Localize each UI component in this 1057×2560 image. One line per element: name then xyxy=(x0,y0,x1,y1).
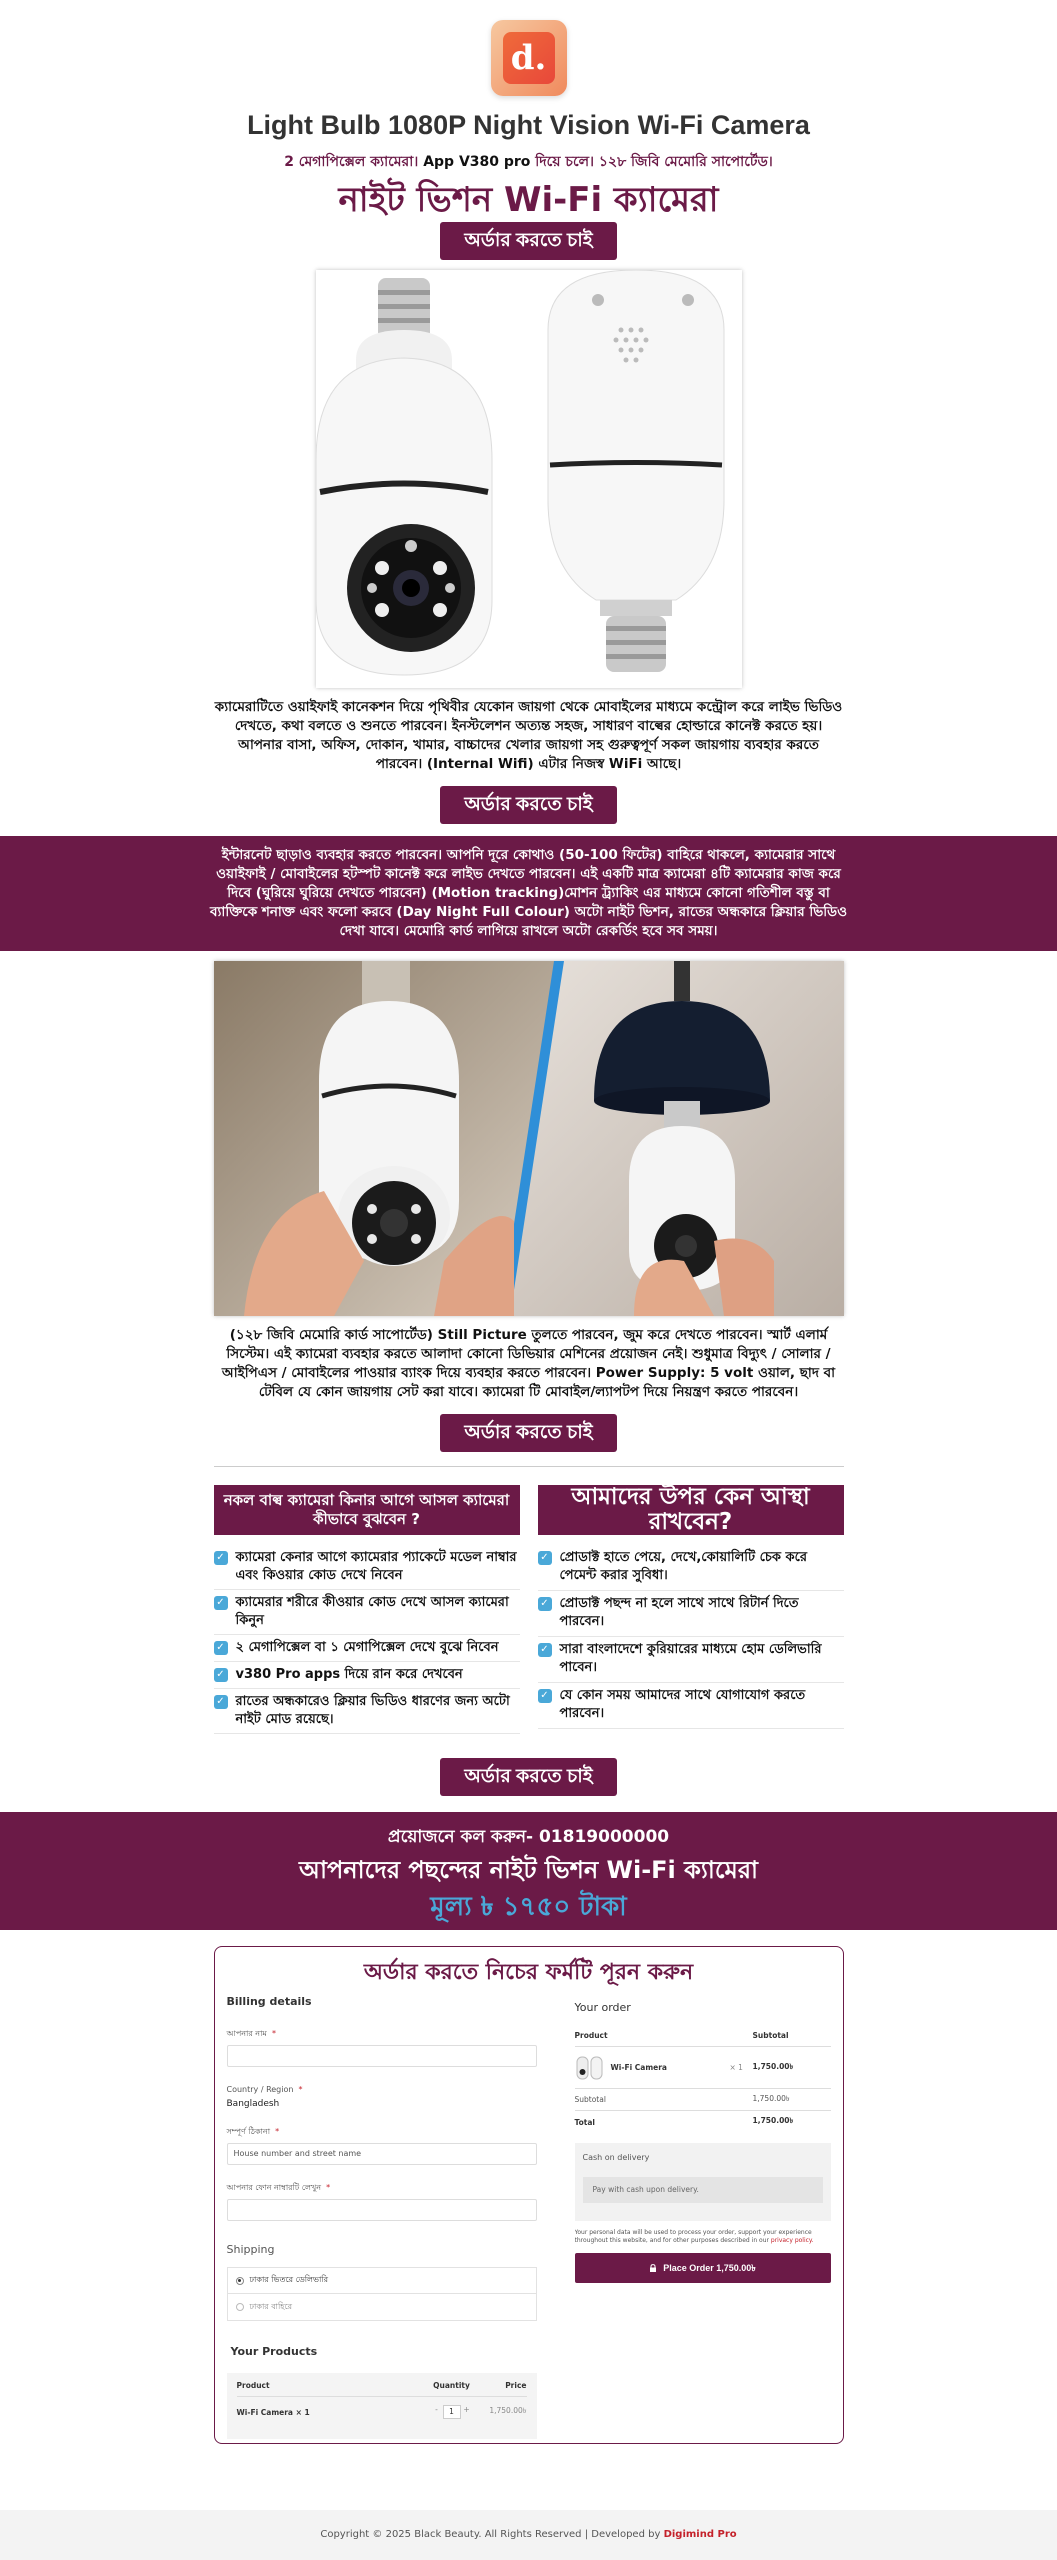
product-image-hands xyxy=(214,961,844,1316)
phone-input[interactable] xyxy=(227,2199,537,2221)
logo-wrap xyxy=(0,0,1057,96)
checklist-item-text: v380 Pro apps দিয়ে রান করে দেখবেন xyxy=(235,1667,463,1682)
order-item-thumb xyxy=(575,2053,605,2083)
check-icon: ✓ xyxy=(538,1551,552,1565)
footer-developer-link[interactable]: Digimind Pro xyxy=(663,2529,737,2540)
footer-copyright: Copyright © 2025 Black Beauty. All Rights Reserved | Developed by xyxy=(320,2529,661,2540)
country-group xyxy=(227,2077,537,2109)
country-value: Bangladesh xyxy=(226,2099,280,2109)
checklist-item xyxy=(538,1683,844,1729)
hand-held-camera-photo xyxy=(214,961,844,1316)
checklist-item-text: ২ মেগাপিক্সেল বা ১ মেগাপিক্সেল দেখে বুঝে নিবেন xyxy=(235,1640,499,1655)
subtotal-label: Subtotal xyxy=(574,2095,606,2104)
checklist-item xyxy=(538,1545,844,1591)
feature-band xyxy=(0,836,1057,951)
products-table xyxy=(227,2373,537,2439)
cta-wrap-1 xyxy=(0,222,1057,260)
order-item-name: Wi-Fi Camera xyxy=(610,2063,667,2072)
checklist-item-text: সারা বাংলাদেশে কুরিয়ারের মাধ্যমে হোম ডেলিভারি পাবেন। xyxy=(559,1642,822,1675)
col-price: Price xyxy=(505,2381,527,2390)
check-icon: ✓ xyxy=(214,1551,228,1565)
order-col-product: Product xyxy=(574,2031,608,2040)
order-col-subtotal: Subtotal xyxy=(752,2031,789,2040)
feature-band-text: ইন্টারনেট ছাড়াও ব্যবহার করতে পারবেন। আপনি দূরে কোথাও (50-100 ফিটের) বাহিরে থাকলে, ক্যামেরার সাথে ওয়াইফাই / মোবাইলের হটস্পট কানেক্ট করে লাইভ দেখতে পারবেন। এই একটি মাত্র ক্যামেরা ৪টি ক্যামেরার কাজ করে দিবে (ঘুরিয়ে ঘুরিয়ে দেখতে পারবেন) (Motion tracking)মোশন ট্র্যাকিং এর মাধ্যমে কোনো গতিশীল বস্তু বা ব্যাক্তিকে শনাক্ত এবং ফলো করবে (Day Night Full Colour) অটো নাইট ভিশন, রাতের অন্ধকারে ক্লিয়ার ভিডিও দেখা যাবে। মেমোরি কার্ড লাগিয়ে রাখলে অটো রেকর্ডিং হবে সব সময়। xyxy=(209,847,848,939)
order-item-qty: × 1 xyxy=(729,2063,743,2072)
checklist-item-text: প্রোডাক্ট পছন্দ না হলে সাথে সাথে রিটার্ন দিতে পারবেন। xyxy=(559,1596,799,1629)
call-band xyxy=(0,1812,1057,1930)
call-number[interactable]: প্রয়োজনে কল করুন- 01819000000 xyxy=(387,1827,670,1847)
product-price: 1,750.00৳ xyxy=(489,2406,527,2415)
quantity-stepper xyxy=(417,2405,487,2419)
payment-method[interactable]: Cash on delivery xyxy=(582,2153,650,2162)
order-form xyxy=(214,1946,844,2444)
checklist-item xyxy=(214,1590,520,1635)
checklist-item-text: যে কোন সময় আমাদের সাথে যোগাযোগ করতে পারবেন। xyxy=(559,1688,806,1721)
name-field-group xyxy=(227,2021,537,2067)
check-icon: ✓ xyxy=(214,1596,228,1610)
check-icon: ✓ xyxy=(214,1641,228,1655)
description-1: ক্যামেরাটিতে ওয়াইফাই কানেকশন দিয়ে পৃথিবীর যেকোন জায়গা থেকে মোবাইলের মাধ্যমে কন্ট্রোল করে লাইভ ভিডিও দেখতে, কথা বলতে ও শুনতে পারবেন। ইনস্টলেশন অত্যন্ত সহজ, সাধারণ বাল্বের হোল্ডারে কানেক্ট করতে হয়। আপনার বাসা, অফিস, দোকান, খামার, বাচ্চাদের খেলার জায়গা সহ গুরুত্বপূর্ণ সকল জায়গায় ব্যবহার করতে পারবেন। (Internal Wifi) এটার নিজস্ব WiFi আছে। xyxy=(214,699,843,772)
billing-title: Billing details xyxy=(226,1995,312,2008)
checklist-item-text: প্রোডাক্ট হাতে পেয়ে, দেখে,কোয়ালিটি চেক করে পেমেন্ট করার সুবিধা। xyxy=(559,1550,807,1583)
shipping-option-label: ঢাকার বাহিরে xyxy=(249,2301,293,2311)
place-order-label: Place Order 1,750.00৳ xyxy=(663,2262,756,2273)
bulb-camera-illustration xyxy=(316,270,742,688)
products-table-row xyxy=(237,2397,527,2427)
subtotal-row xyxy=(575,2089,831,2111)
required-mark: * xyxy=(326,2183,331,2192)
phone-label: আপনার ফোন নাম্বারটি লেখুন xyxy=(226,2183,321,2192)
quantity-plus-button[interactable]: + xyxy=(463,2405,470,2414)
privacy-link[interactable]: privacy policy. xyxy=(770,2237,814,2244)
lock-icon xyxy=(649,2264,657,2272)
privacy-text: Your personal data will be used to process your order, support your experience throughout this website, and for other purposes described in our xyxy=(574,2229,812,2244)
checklist-item xyxy=(538,1637,844,1683)
footer xyxy=(0,2510,1057,2560)
subtitle-part-b: App V380 pro xyxy=(423,154,531,170)
address-label: সম্পূর্ণ ঠিকানা xyxy=(226,2127,271,2136)
place-order-button[interactable] xyxy=(575,2253,831,2283)
order-table-head xyxy=(575,2031,831,2047)
address-field-group xyxy=(227,2119,537,2165)
check-icon: ✓ xyxy=(214,1695,228,1709)
payment-description: Pay with cash upon delivery. xyxy=(583,2177,823,2203)
check-icon: ✓ xyxy=(538,1689,552,1703)
required-mark: * xyxy=(298,2085,303,2094)
privacy-notice xyxy=(575,2229,831,2247)
subtotal-value: 1,750.00৳ xyxy=(752,2093,790,2103)
country-label: Country / Region xyxy=(226,2085,294,2094)
checklist-item-text: ক্যামেরা কেনার আগে ক্যামেরার প্যাকেটে মডেল নাম্বার এবং কিওয়ার কোড দেখে নিবেন xyxy=(235,1550,517,1583)
check-icon: ✓ xyxy=(538,1643,552,1657)
call-price: মূল্য ৳ ১৭৫০ টাকা xyxy=(430,1892,627,1922)
total-label: Total xyxy=(574,2117,595,2127)
col-quantity: Quantity xyxy=(433,2381,470,2390)
checklist-item xyxy=(214,1689,520,1734)
order-summary xyxy=(575,2001,831,2439)
radio-unselected[interactable] xyxy=(236,2303,244,2311)
billing-section xyxy=(227,1995,537,2439)
subtitle-part-c: দিয়ে চলে। ১২৮ জিবি মেমোরি সাপোর্টেড। xyxy=(535,154,773,170)
shipping-option-inside[interactable] xyxy=(228,2268,536,2294)
cta-wrap-2 xyxy=(0,786,1057,824)
order-button[interactable]: অর্ডার করতে চাই xyxy=(440,786,616,824)
shipping-title: Shipping xyxy=(226,2243,275,2256)
product-image-bulbs xyxy=(316,270,742,688)
col-product: Product xyxy=(236,2381,270,2390)
order-button[interactable]: অর্ডার করতে চাই xyxy=(440,222,616,260)
checklist-item xyxy=(214,1545,520,1590)
checklist-item-text: ক্যামেরার শরীরে কীওয়ার কোড দেখে আসল ক্যামেরা কিনুন xyxy=(235,1595,509,1628)
cta-wrap-4 xyxy=(0,1758,1057,1796)
cta-wrap-3 xyxy=(0,1414,1057,1452)
call-product: আপনাদের পছন্দের নাইট ভিশন Wi-Fi ক্যামেরা xyxy=(299,1856,758,1884)
divider xyxy=(214,1466,844,1467)
order-button[interactable]: অর্ডার করতে চাই xyxy=(440,1414,616,1452)
page-subtitle xyxy=(0,150,1057,170)
payment-box xyxy=(575,2143,831,2221)
name-input[interactable] xyxy=(227,2045,537,2067)
subtitle-part-a: 2 মেগাপিক্সেল ক্যামেরা। xyxy=(284,154,419,170)
check-icon: ✓ xyxy=(214,1668,228,1682)
left-column xyxy=(214,1485,520,1734)
required-mark: * xyxy=(271,2029,276,2038)
shipping-options xyxy=(227,2267,537,2321)
product-name: Wi-Fi Camera × 1 xyxy=(236,2407,310,2417)
checklist-item xyxy=(214,1662,520,1689)
check-icon: ✓ xyxy=(538,1597,552,1611)
right-column xyxy=(538,1485,844,1734)
phone-field-group xyxy=(227,2175,537,2221)
description-2: (১২৮ জিবি মেমোরি কার্ড সাপোর্টেড) Still Picture তুলতে পারবেন, জুম করে দেখতে পারবেন। স্মার্ট এলার্ম সিস্টেম। এই ক্যামেরা ব্যবহার করতে আলাদা কোনো ডিভিয়ার মেশিনের প্রয়োজন নেই। শুধুমাত্র বিদ্যুৎ / সোলার / আইপিএস / মোবাইলের পাওয়ার ব্যাংক দিয়ে ব্যবহার করতে পারবেন। Power Supply: 5 volt ওয়াল, ছাদ বা টেবিল যে কোন জায়গায় সেট করা যাবে। ক্যামেরা টি মোবাইল/ল্যাপটপ দিয়ে নিয়ন্ত্রণ করতে পারবেন। xyxy=(221,1327,836,1400)
shipping-option-label: ঢাকার ভিতরে ডেলিভারি xyxy=(249,2275,328,2284)
right-checklist xyxy=(538,1545,844,1729)
total-value: 1,750.00৳ xyxy=(752,2116,794,2125)
your-products-title: Your Products xyxy=(230,2345,318,2358)
form-heading: অর্ডার করতে নিচের ফর্মটি পূরন করুন xyxy=(363,1960,694,1985)
headline: নাইট ভিশন Wi-Fi ক্যামেরা xyxy=(338,180,719,220)
checklist-item xyxy=(538,1591,844,1637)
order-item-price: 1,750.00৳ xyxy=(752,2061,794,2071)
order-title: Your order xyxy=(574,2001,631,2014)
left-checklist xyxy=(214,1545,520,1734)
checklist-item xyxy=(214,1635,520,1662)
quantity-minus-button[interactable]: - xyxy=(435,2405,438,2414)
products-table-head xyxy=(237,2381,527,2397)
page-title: Light Bulb 1080P Night Vision Wi-Fi Camera xyxy=(247,110,810,140)
checklist-item-text: রাতের অন্ধকারেও ক্লিয়ার ভিডিও ধারণের জন্য অটো নাইট মোড রয়েছে। xyxy=(235,1694,510,1727)
required-mark: * xyxy=(275,2127,280,2136)
radio-selected[interactable] xyxy=(236,2277,244,2285)
order-item-row xyxy=(575,2047,831,2089)
order-button[interactable]: অর্ডার করতে চাই xyxy=(440,1758,616,1796)
address-input[interactable]: House number and street name xyxy=(227,2143,537,2165)
quantity-input[interactable]: 1 xyxy=(443,2405,461,2419)
right-column-heading: আমাদের উপর কেন আস্থা রাখবেন? xyxy=(538,1485,844,1535)
name-label: আপনার নাম xyxy=(226,2029,267,2038)
info-columns xyxy=(214,1485,844,1734)
shipping-option-outside[interactable] xyxy=(228,2294,536,2320)
left-column-heading: নকল বাল্ব ক্যামেরা কিনার আগে আসল ক্যামেরা কীভাবে বুঝবেন ? xyxy=(214,1485,520,1535)
camera-thumb-icon xyxy=(575,2053,605,2083)
logo-mark: d. xyxy=(503,32,555,84)
form-columns xyxy=(215,1995,843,2439)
site-logo[interactable] xyxy=(491,20,567,96)
total-row xyxy=(575,2111,831,2133)
